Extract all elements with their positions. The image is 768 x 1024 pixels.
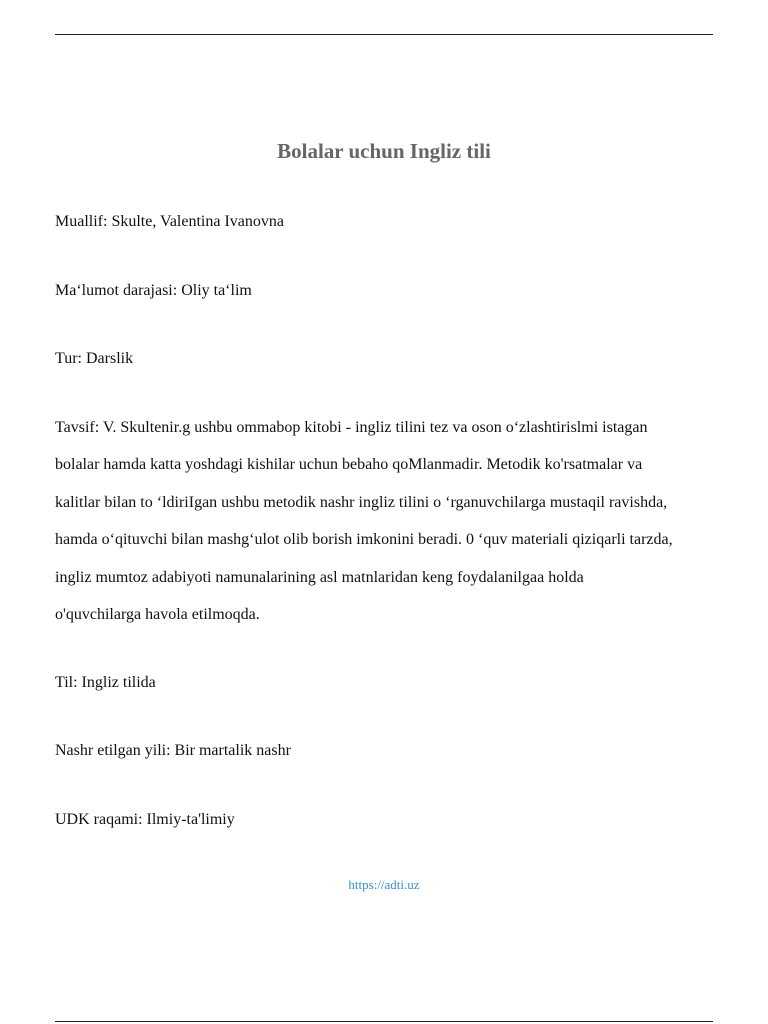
udk-label: UDK raqami: xyxy=(55,811,147,828)
language-value: Ingliz tilida xyxy=(81,674,156,691)
year-value: Bir martalik nashr xyxy=(174,742,291,759)
author-value: Skulte, Valentina Ivanovna xyxy=(111,213,284,230)
bottom-rule xyxy=(55,1021,713,1022)
type-label: Tur: xyxy=(55,350,86,367)
author-field xyxy=(55,212,715,232)
udk-field xyxy=(55,810,715,830)
description-line: ingliz mumtoz adabiyoti namunalarining asl matnlaridan keng foydalanilgaa holda xyxy=(55,569,584,586)
language-field xyxy=(55,673,715,693)
level-value: Oliy taʻlim xyxy=(181,282,252,299)
description-line: o'quvchilarga havola etilmoqda. xyxy=(55,606,260,623)
year-field xyxy=(55,741,715,761)
level-label: Maʻlumot darajasi: xyxy=(55,282,182,299)
document-title: Bolalar uchun Ingliz tili xyxy=(277,139,491,163)
description-line: bolalar hamda katta yoshdagi kishilar uchun bebaho qoMlanmadir. Metodik ko'rsatmalar va xyxy=(55,456,643,473)
top-rule xyxy=(55,34,713,35)
year-label: Nashr etilgan yili: xyxy=(55,742,175,759)
type-field xyxy=(55,349,715,369)
language-label: Til: xyxy=(55,674,82,691)
description-line: hamda oʻqituvchi bilan mashgʻulot olib borish imkonini beradi. 0 ‘quv materiali qiziqarli tarzda, xyxy=(55,531,673,548)
level-field xyxy=(55,281,715,301)
type-value: Darslik xyxy=(85,350,134,367)
description-line: kalitlar bilan to ‘ldiriIgan ushbu metodik nashr ingliz tilini o ‘rganuvchilarga mustaqil ravishda, xyxy=(55,494,668,511)
description-line: Tavsif: V. Skultenir.g ushbu ommabop kitobi - ingliz tilini tez va oson oʻzlashtirislmi istagan xyxy=(55,419,648,436)
author-label: Muallif: xyxy=(55,213,112,230)
udk-value: Ilmiy-ta'limiy xyxy=(146,811,235,828)
source-link[interactable]: https://adti.uz xyxy=(348,877,420,892)
